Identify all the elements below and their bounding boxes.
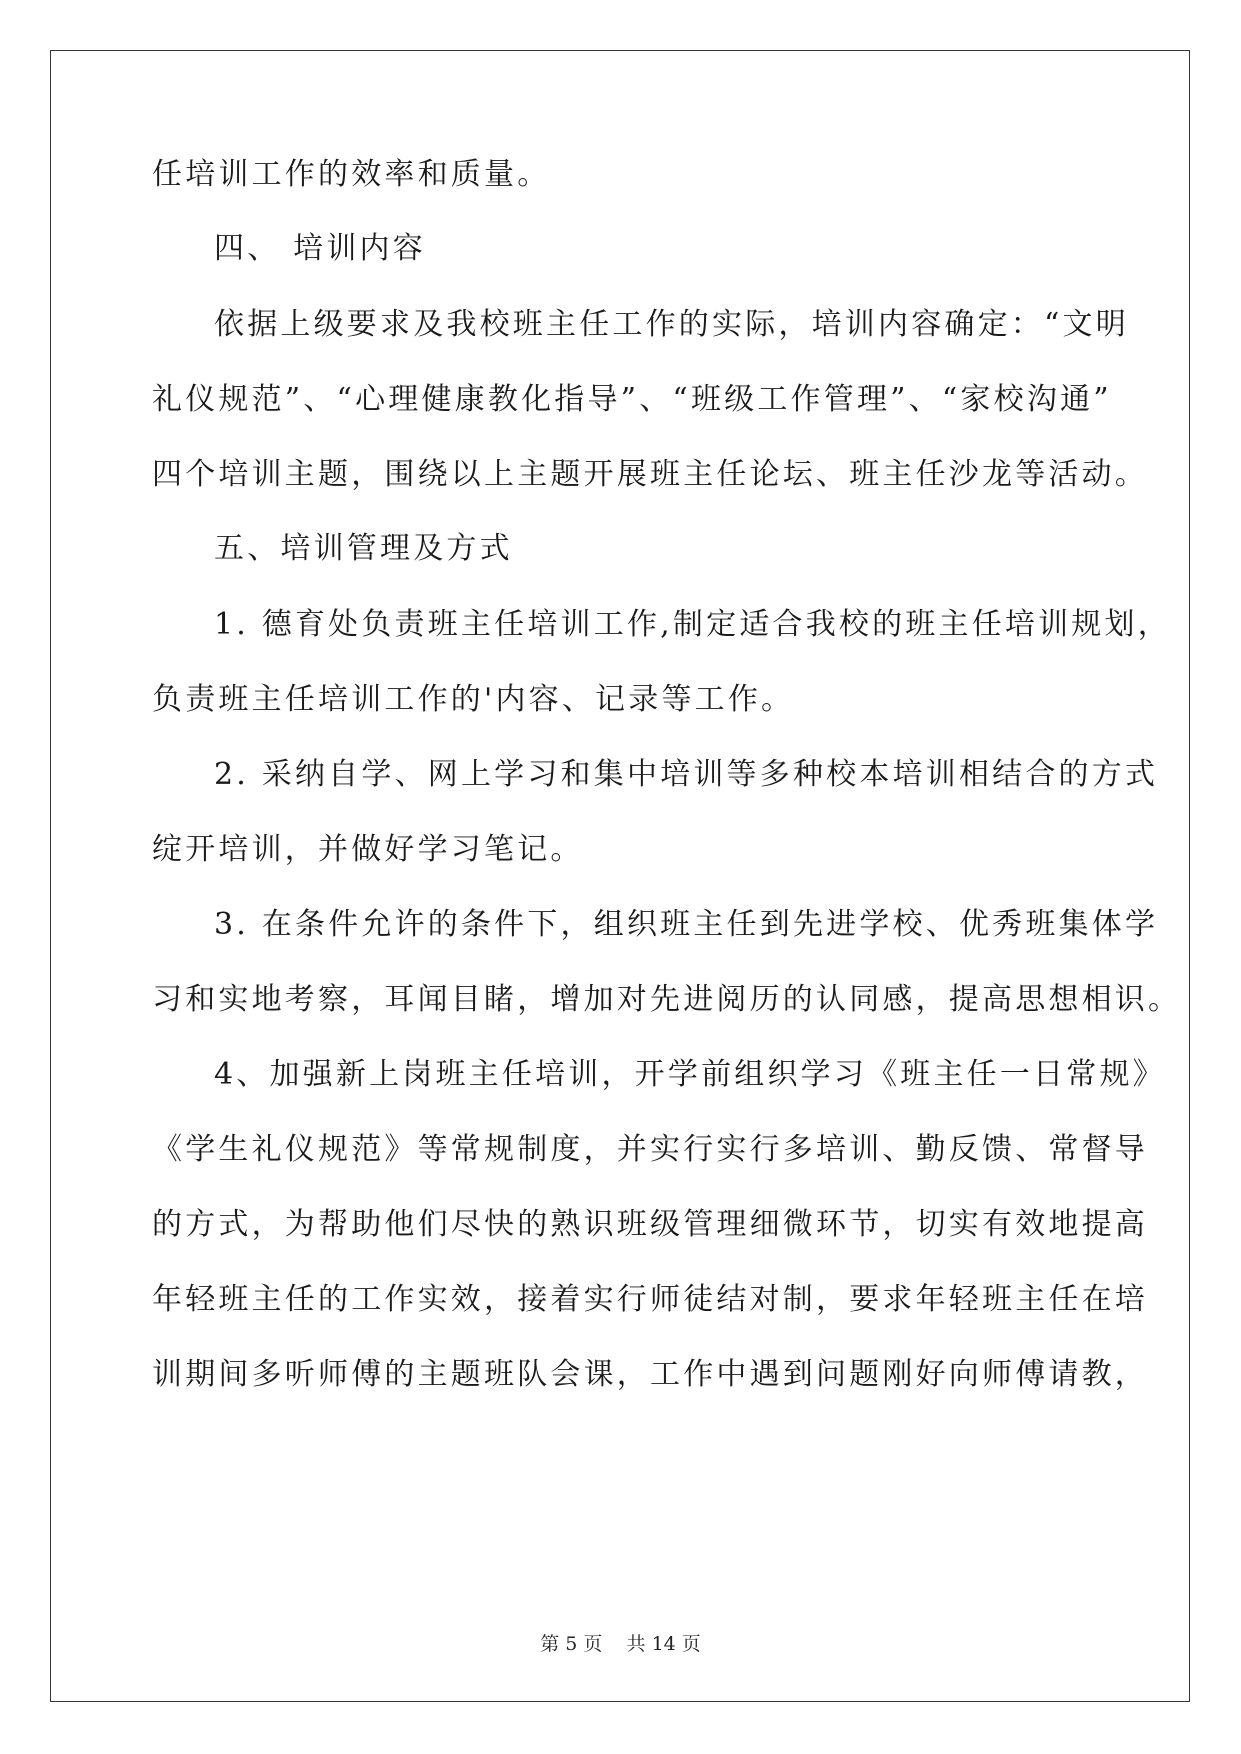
text-line-17: 训期间多听师傅的主题班队会课，工作中遇到问题刚好向师傅请教，	[152, 1357, 1148, 1392]
page-number-footer: 第 5 页 共 14 页	[540, 1633, 701, 1655]
text-line-13: 4、加强新上岗班主任培训，开学前组织学习《班主任一日常规》	[214, 1057, 1166, 1092]
section-heading-4: 四、 培训内容	[214, 231, 426, 266]
text-line-1: 任培训工作的效率和质量。	[152, 157, 551, 192]
text-line-3: 依据上级要求及我校班主任工作的实际，培训内容确定：“文明	[214, 307, 1129, 342]
text-line-7: 1. 德育处负责班主任培训工作,制定适合我校的班主任培训规划，	[214, 607, 1171, 642]
text-line-15: 的方式，为帮助他们尽快的熟识班级管理细微环节，切实有效地提高	[152, 1207, 1148, 1242]
text-line-12: 习和实地考察，耳闻目睹，增加对先进阅历的认同感，提高思想相识。	[152, 982, 1182, 1017]
text-line-8: 负责班主任培训工作的'内容、记录等工作。	[152, 682, 795, 717]
text-line-4: 礼仪规范”、“心理健康教化指导”、“班级工作管理”、“家校沟通”	[152, 382, 1112, 417]
text-line-5: 四个培训主题，围绕以上主题开展班主任论坛、班主任沙龙等活动。	[152, 457, 1148, 492]
page-border	[50, 50, 1190, 1702]
text-line-9: 2. 采纳自学、网上学习和集中培训等多种校本培训相结合的方式	[214, 757, 1159, 792]
text-line-14: 《学生礼仪规范》等常规制度，并实行实行多培训、勤反馈、常督导	[152, 1132, 1148, 1167]
section-heading-5: 五、培训管理及方式	[214, 531, 513, 566]
text-line-10: 绽开培训，并做好学习笔记。	[152, 832, 584, 867]
text-line-11: 3. 在条件允许的条件下，组织班主任到先进学校、优秀班集体学	[214, 907, 1159, 942]
text-line-16: 年轻班主任的工作实效，接着实行师徒结对制，要求年轻班主任在培	[152, 1282, 1148, 1317]
